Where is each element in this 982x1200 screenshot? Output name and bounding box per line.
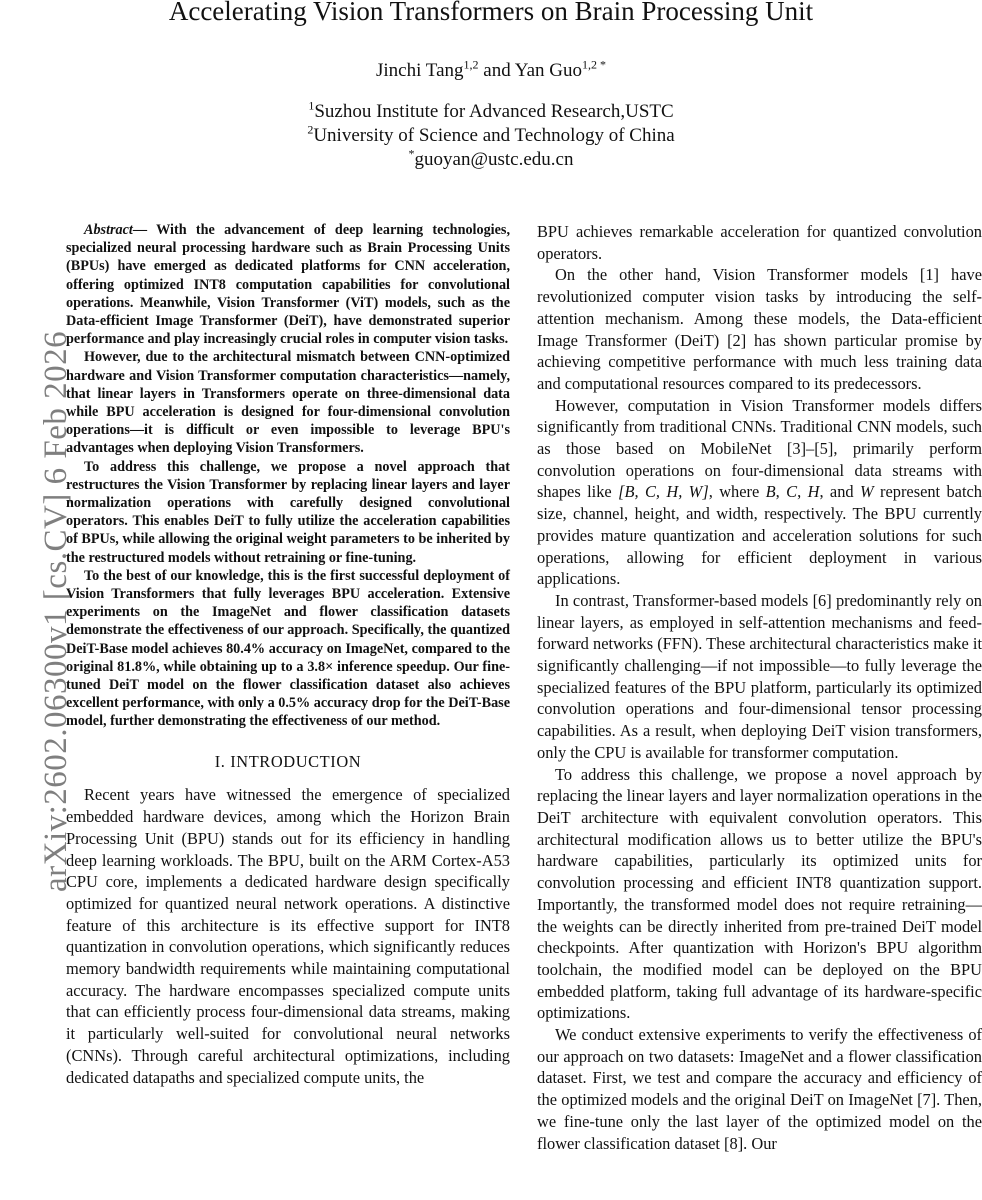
affiliation-superscript: 1: [308, 98, 315, 113]
abstract-paragraph: To address this challenge, we propose a novel approach that restructures the Vision Transformer by replacing linear layers and layer normalization operations with carefully designed convolutional operators. This enables DeiT to fully utilize the acceleration capabilities of BPUs, while allowing the original weight parameters to be inherited by the restructured models without retraining or fine-tuning.: [66, 458, 510, 566]
affiliation-text: Suzhou Institute for Advanced Research,USTC: [314, 101, 674, 122]
body-paragraph: [537, 395, 982, 590]
text-run: , where: [708, 482, 766, 502]
author-name: Jinchi Tang: [376, 60, 464, 81]
affiliation-line: [0, 148, 982, 172]
affiliation-superscript: 2: [307, 122, 314, 137]
abstract-text: — With the advancement of deep learning technologies, specialized neural processing hardware such as Brain Processing Units (BPUs) have emerged as dedicated platforms for CNN acceleration, offering optimized INT8 computation capabilities for convolutional operations. Meanwhile, Vision Transformer (ViT) models, such as the Data-efficient Image Transformer (DeiT), have demonstrated superior performance and play increasingly crucial roles in computer vision tasks.: [66, 222, 510, 348]
author-superscript: 1,2: [463, 57, 479, 72]
paper-title: Accelerating Vision Transformers on Brain Processing Unit: [168, 0, 814, 26]
math-symbol: C: [786, 482, 798, 502]
math-symbol: H: [807, 482, 820, 502]
math-expression: [B, C, H, W]: [618, 482, 709, 502]
author-name: Yan Guo: [514, 60, 582, 81]
author-conjunction: and: [478, 60, 515, 81]
text-run: , and: [819, 482, 860, 502]
abstract-paragraph: However, due to the architectural mismatch between CNN-optimized hardware and Vision Transformer computation characteristics—namely, that linear layers in Transformers operate on three-dimensional data while BPU acceleration is designed for four-dimensional convolution operations—it is difficult or even impossible to leverage BPU's advantages when deploying Vision Transformers.: [66, 349, 510, 457]
body-paragraph: On the other hand, Vision Transformer models [1] have revolutionized computer vision tasks by introducing the self-attention mechanism. Among these models, the Data-efficient Image Transformer (DeiT) [2] has shown particular promise by achieving competitive performance with much less training data and computational resources compared to its predecessors.: [537, 265, 982, 393]
math-symbol: B: [765, 482, 776, 502]
math-symbol: W: [859, 482, 874, 502]
affiliation-line: [0, 124, 982, 148]
affiliation-text: University of Science and Technology of China: [313, 125, 675, 146]
affiliations: [0, 100, 982, 172]
text-run: However, computation in Vision Transformer models differs significantly from traditional CNNs. Traditional CNN models, such as those based on MobileNet [3]–[5], primarily perform convolution operations on four-dimensional data streams with shapes like: [537, 395, 982, 502]
abstract-paragraph: To the best of our knowledge, this is the first successful deployment of Vision Transformers that fully leverages BPU acceleration. Extensive experiments on the ImageNet and flower classification datasets demonstrate the effectiveness of our approach. Specifically, the quantized DeiT-Base model achieves 80.4% accuracy on ImageNet, compared to the original 81.8%, while obtaining up to a 3.8× inference speedup. Our fine-tuned DeiT model on the flower classification dataset also achieves excellent performance, with only a 0.5% accuracy drop for the DeiT-Base model, further demonstrating the effectiveness of our method.: [66, 567, 510, 730]
text-run: ,: [775, 482, 787, 502]
author-line: [0, 58, 982, 84]
abstract-label: Abstract: [84, 222, 133, 238]
contact-email: guoyan@ustc.edu.cn: [414, 149, 574, 170]
body-paragraph: Recent years have witnessed the emergence of specialized embedded hardware devices, among which the Horizon Brain Processing Unit (BPU) stands out for its efficiency in handling deep learning workloads. The BPU, built on the ARM Cortex-A53 CPU core, implements a dedicated hardware design specifically optimized for quantized neural network operations. A distinctive feature of this architecture is its effective support for INT8 quantization in convolution operations, which significantly reduces memory bandwidth requirements while maintaining computational accuracy. The hardware encompasses specialized compute units that can efficiently process four-dimensional data streams, making it particularly well-suited for convolutional neural networks (CNNs). Through careful architectural optimizations, including dedicated datapaths and specialized compute units, the: [66, 785, 510, 1087]
affiliation-line: [0, 100, 982, 124]
abstract: [66, 221, 510, 731]
text-run: ,: [797, 482, 808, 502]
body-paragraph: We conduct extensive experiments to verify the effectiveness of our approach on two datasets: ImageNet and a flower classification dataset. First, we test and compare the accuracy and efficiency of the optimized models and the original DeiT on ImageNet [7]. Then, we fine-tune only the last layer of the optimized model on the flower classification dataset [8]. Our: [537, 1025, 982, 1153]
body-paragraph: To address this challenge, we propose a novel approach by replacing the linear layers and layer normalization operations in the DeiT architecture with equivalent convolution operators. This architectural modification allows us to better utilize the BPU's hardware capabilities, particularly its optimized units for convolution processing and efficient INT8 quantization support. Importantly, the transformed model does not require retraining—the weights can be directly inherited from pre-trained DeiT model checkpoints. After quantization with Horizon's BPU algorithm toolchain, the modified model can be deployed on the BPU embedded platform, taking full advantage of its hardware-specific optimizations.: [537, 764, 982, 1023]
abstract-paragraph: [66, 221, 510, 348]
left-column: [66, 221, 510, 1088]
author-superscript: 1,2 *: [581, 57, 606, 72]
text-run: represent batch size, channel, height, and width, respectively. The BPU currently provides mature quantization and acceleration solutions for such operations, allowing for efficient deployment in various applications.: [537, 482, 982, 589]
section-heading: I. INTRODUCTION: [214, 751, 362, 771]
arxiv-stamp: arXiv:2602.06300v1 [cs.CV] 6 Feb 2026: [38, 330, 74, 892]
body-paragraph: BPU achieves remarkable acceleration for quantized convolution operators.: [537, 222, 982, 263]
right-column: [537, 221, 982, 1154]
affiliation-superscript: *: [408, 146, 415, 161]
body-paragraph: In contrast, Transformer-based models [6] predominantly rely on linear layers, as employed in self-attention mechanisms and feed-forward networks (FFN). These architectural characteristics make it significantly challenging—if not impossible—to fully leverage the specialized features of the BPU platform, particularly its optimized convolution operations and four-dimensional tensor processing capabilities. As a result, when deploying DeiT vision transformers, only the CPU is available for transformer computation.: [537, 590, 982, 762]
